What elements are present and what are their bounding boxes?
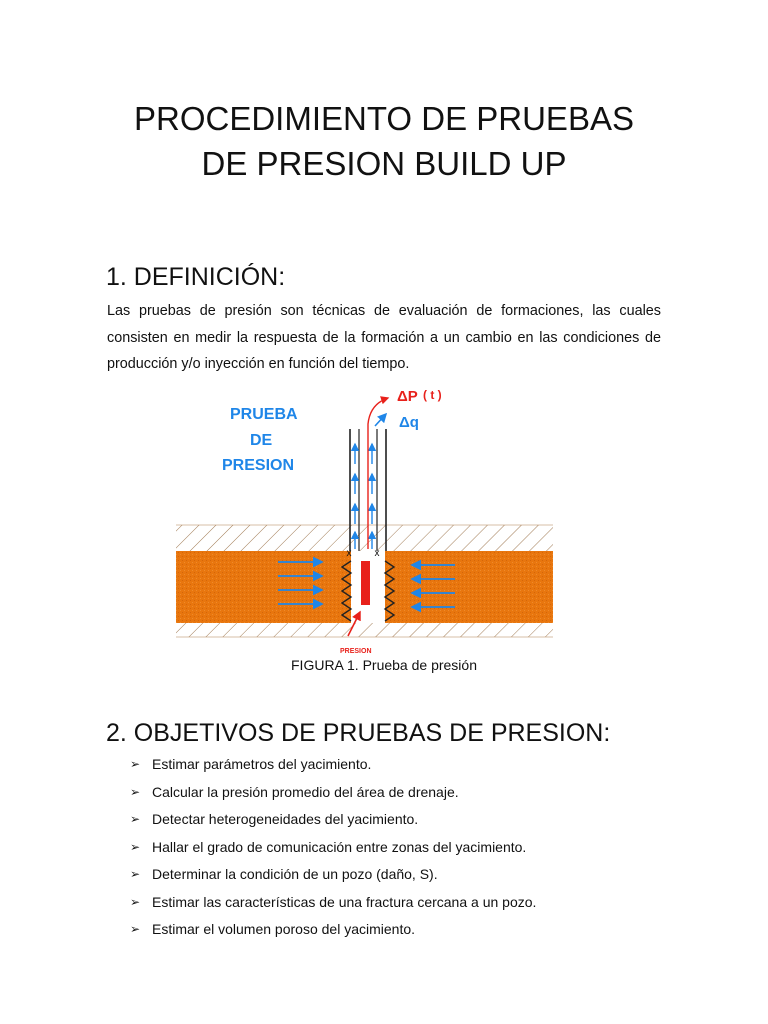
- arrow-bullet-icon: ➢: [130, 839, 141, 854]
- delta-q-arrow: [375, 414, 386, 426]
- list-item: [130, 919, 536, 947]
- delta-q-label: Δq: [399, 414, 419, 431]
- objectives-list: [130, 754, 536, 947]
- svg-text:x: x: [346, 548, 352, 559]
- presion-small-label: PRESION: [340, 648, 372, 655]
- list-item-text: Detectar heterogeneidades del yacimiento.: [152, 811, 419, 827]
- list-item-text: Calcular la presión promedio del área de drenaje.: [152, 783, 459, 800]
- title-line-2: DE PRESION BUILD UP: [201, 145, 567, 182]
- lower-rock-layer: [176, 623, 553, 637]
- list-item: [130, 809, 536, 837]
- list-item-text: Estimar el volumen poroso del yacimiento.: [152, 921, 416, 937]
- page-title: [0, 96, 768, 186]
- list-item: [130, 837, 536, 865]
- arrow-bullet-icon: ➢: [130, 894, 141, 909]
- definition-paragraph: Las pruebas de presión son técnicas de evaluación de formaciones, las cuales consisten en medir la respuesta de la formación a un cambio en las condiciones de producción y/o inyección en función del tiempo.: [107, 303, 661, 372]
- delta-p-time-label: ( t ): [423, 388, 442, 402]
- title-line-1: PROCEDIMIENTO DE PRUEBAS: [134, 100, 634, 137]
- list-item: [130, 754, 536, 782]
- figure-label-line-3: PRESION: [222, 457, 295, 474]
- list-item-text: Estimar las características de una fractura cercana a un pozo.: [152, 893, 537, 910]
- list-item-text: Determinar la condición de un pozo (daño, S).: [152, 866, 438, 882]
- pressure-test-figure: [170, 384, 570, 660]
- section-2-heading: 2. OBJETIVOS DE PRUEBAS DE PRESION:: [106, 719, 611, 747]
- list-item-text: Estimar parámetros del yacimiento.: [152, 756, 372, 772]
- svg-text:x: x: [374, 548, 380, 559]
- list-item-text: Hallar el grado de comunicación entre zonas del yacimiento.: [152, 838, 527, 855]
- pressure-gauge: [361, 561, 370, 605]
- figure-label-line-2: DE: [250, 432, 273, 449]
- list-item: [130, 892, 536, 920]
- list-item: [130, 864, 536, 892]
- arrow-bullet-icon: ➢: [130, 812, 141, 826]
- delta-p-label: ΔP: [397, 388, 418, 405]
- section-1-heading: 1. DEFINICIÓN:: [106, 263, 286, 291]
- arrow-bullet-icon: ➢: [130, 922, 141, 936]
- figure-caption: FIGURA 1. Prueba de presión: [291, 657, 477, 673]
- figure-label-line-1: PRUEBA: [230, 406, 298, 423]
- list-item: [130, 782, 536, 810]
- arrow-bullet-icon: ➢: [130, 784, 141, 799]
- arrow-bullet-icon: ➢: [130, 757, 141, 771]
- upper-rock-layer: [176, 525, 553, 551]
- arrow-bullet-icon: ➢: [130, 867, 141, 881]
